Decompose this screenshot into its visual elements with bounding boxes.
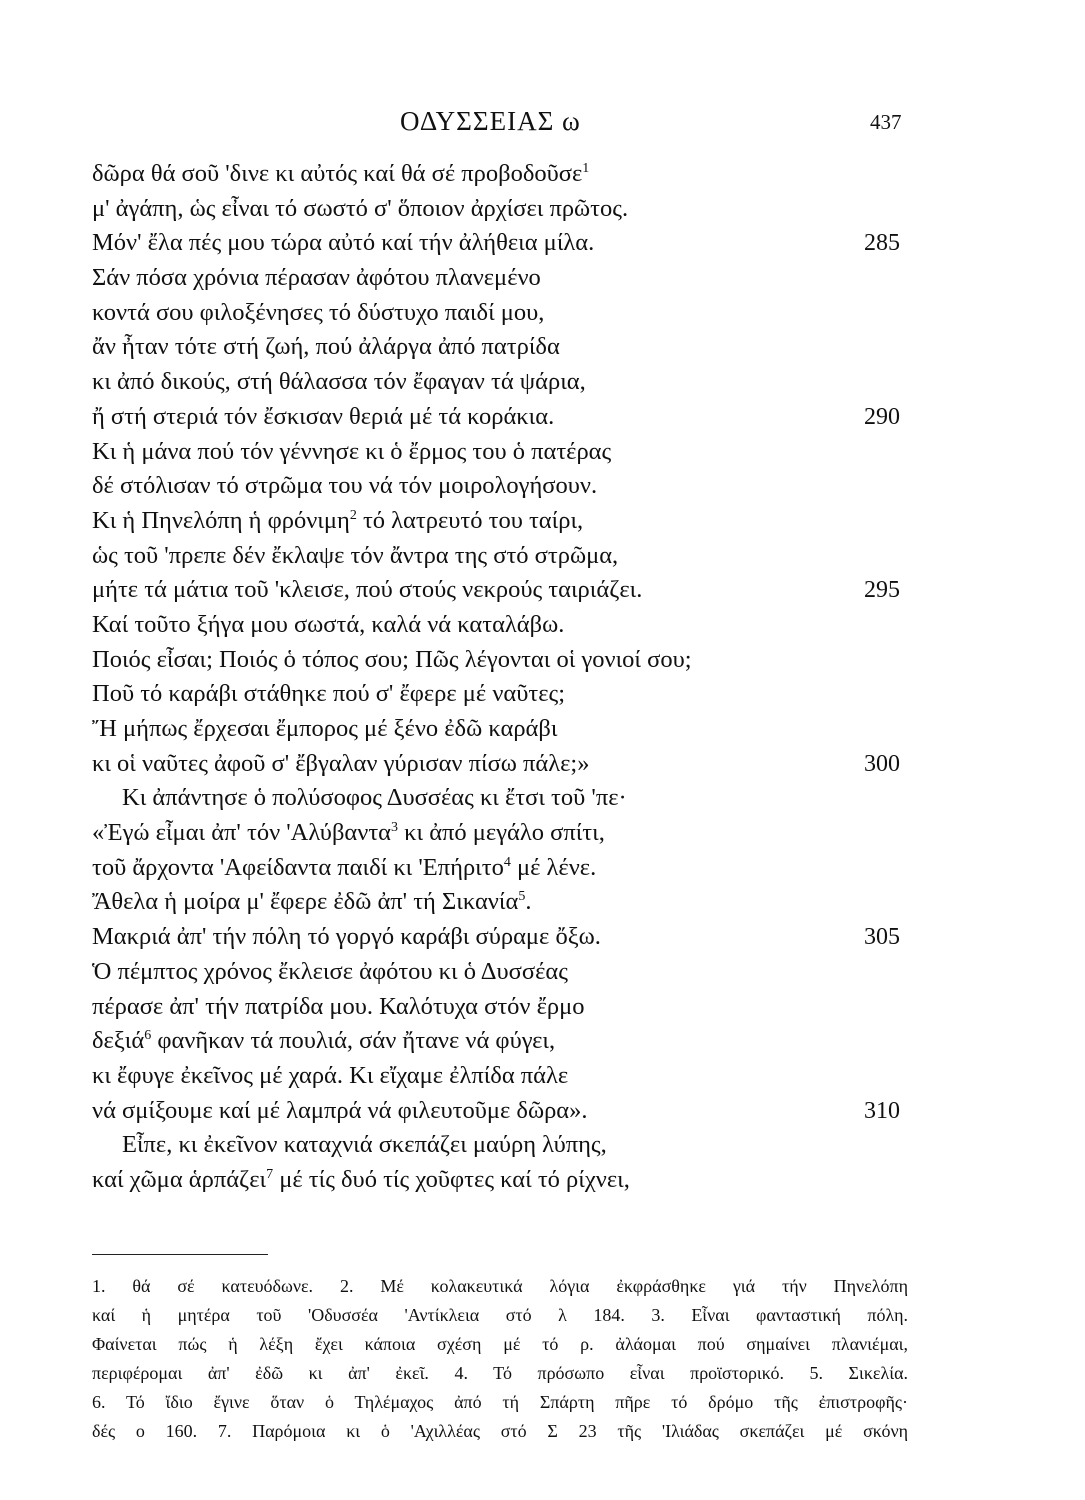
verse-line <box>92 1094 912 1129</box>
verse-text-part: Σάν πόσα χρόνια πέρασαν ἀφότου πλανεμένο <box>92 264 541 292</box>
footnote-marker: 6 <box>144 1028 152 1044</box>
footnote-line: 1. θά σέ κατευόδωνε. 2. Μέ κολακευτικά λόγια ἐκφράσθηκε γιά τήν Πηνελόπη <box>92 1276 908 1296</box>
verse-text-part: Ὁ πέμπτος χρόνος ἔκλεισε ἀφότου κι ὁ Δυσσέας <box>92 957 568 985</box>
verse-text-part: . <box>525 888 532 916</box>
verse-line <box>92 712 912 747</box>
line-number: 300 <box>864 750 900 777</box>
verse-text <box>92 192 628 227</box>
verse-text <box>92 643 692 678</box>
verse-line <box>92 1163 912 1198</box>
verse-text <box>92 1094 588 1129</box>
verse-text-part: ἄν ἦταν τότε στή ζωή, πού ἀλάργα ἀπό πατρίδα <box>92 333 560 361</box>
verse-text-part: Καί τοῦτο ξήγα μου σωστά, καλά νά καταλάβω. <box>92 610 565 638</box>
verse-text-part: νά σμίξουμε καί μέ λαμπρά νά φιλευτοῦμε δῶρα». <box>92 1096 588 1124</box>
verse-text <box>92 504 583 539</box>
verse-text-part: «Ἐγώ εἶμαι ἀπ' τόν 'Αλύβαντα <box>92 819 392 847</box>
verse-text-part: Κι ἀπάντησε ὁ πολύσοφος Δυσσέας κι ἔτσι τοῦ 'πε· <box>122 784 627 812</box>
verse-line <box>92 885 912 920</box>
running-title: ΟΔΥΣΣΕΙΑΣ ω <box>400 106 581 136</box>
verse-text-part: τοῦ ἄρχοντα 'Αφείδαντα παιδί κι 'Επήριτο <box>92 853 504 881</box>
verse-line <box>92 677 912 712</box>
verse-line <box>92 261 912 296</box>
footnote-line: περιφέρομαι ἀπ' ἐδῶ κι ἀπ' ἐκεῖ. 4. Τό πρόσωπο εἶναι προϊστορικό. 5. Σικελία. <box>92 1363 908 1383</box>
verse-line <box>92 1059 912 1094</box>
verse-text <box>92 226 594 261</box>
verse-line <box>92 400 912 435</box>
verse-line <box>92 608 912 643</box>
verse-text-part: Ἄθελα ἡ μοίρα μ' ἔφερε ἐδῶ ἀπ' τή Σικανία <box>92 888 519 916</box>
verse-line <box>92 747 912 782</box>
verse-text-part: Μακριά ἀπ' τήν πόλη τό γοργό καράβι σύραμε ὄξω. <box>92 923 601 951</box>
verse-text-part: Εἶπε, κι ἐκεῖνον καταχνιά σκεπάζει μαύρη λύπης, <box>122 1131 607 1159</box>
verse-line <box>92 1024 912 1059</box>
verse-block <box>92 157 912 1198</box>
verse-line <box>92 920 912 955</box>
verse-line <box>92 469 912 504</box>
verse-line <box>92 955 912 990</box>
verse-text <box>92 330 560 365</box>
verse-text-part: πέρασε ἀπ' τήν πατρίδα μου. Καλότυχα στόν ἔρμο <box>92 992 585 1020</box>
verse-text <box>92 539 618 574</box>
footnote-marker: 2 <box>349 507 357 523</box>
verse-text-part: τό λατρευτό του ταίρι, <box>356 506 584 534</box>
verse-text <box>92 261 541 296</box>
verse-text <box>92 157 589 192</box>
verse-text <box>92 885 531 920</box>
footnotes <box>92 1272 908 1446</box>
verse-text-part: Κι ἡ μάνα πού τόν γέννησε κι ὁ ἔρμος του ὁ πατέρας <box>92 437 612 465</box>
verse-text-part: κι ἀπό δικούς, στή θάλασσα τόν ἔφαγαν τά ψάρια, <box>92 368 586 396</box>
verse-text-part: μέ τίς δυό τίς χοῦφτες καί τό ρίχνει, <box>273 1165 630 1193</box>
verse-text <box>92 573 642 608</box>
footnote-marker: 4 <box>503 854 511 870</box>
verse-text <box>92 296 544 331</box>
verse-line <box>92 504 912 539</box>
verse-text-part: Ποῦ τό καράβι στάθηκε πού σ' ἔφερε μέ ναῦτες; <box>92 680 566 708</box>
verse-text-part: κι ἔφυγε ἐκεῖνος μέ χαρά. Κι εἴχαμε ἐλπίδα πάλε <box>92 1061 569 1089</box>
verse-text <box>92 955 568 990</box>
verse-line <box>92 990 912 1025</box>
verse-line <box>92 192 912 227</box>
verse-text-part: καί χῶμα ἁρπάζει <box>92 1165 267 1193</box>
verse-text-part: δῶρα θά σοῦ 'δινε κι αὐτός καί θά σέ προβοδοῦσε <box>92 160 583 187</box>
verse-text <box>92 1059 568 1094</box>
footnote-marker: 3 <box>391 820 399 836</box>
line-number: 285 <box>864 230 900 257</box>
footnote-line: Φαίνεται πώς ἡ λέξη ἔχει κάποια σχέση μέ τό ρ. ἀλάομαι πού σημαίνει πλανιέμαι, <box>92 1334 908 1354</box>
verse-line <box>92 781 912 816</box>
verse-text <box>92 608 564 643</box>
verse-text-part: Ἤ μήπως ἔρχεσαι ἔμπορος μέ ξένο ἐδῶ καράβι <box>92 715 558 742</box>
verse-text-part: ἤ στή στεριά τόν ἔσκισαν θεριά μέ τά κοράκια. <box>92 402 555 430</box>
verse-text <box>92 816 605 851</box>
verse-text <box>92 851 596 886</box>
verse-line <box>92 296 912 331</box>
verse-text <box>92 781 627 816</box>
verse-text-part: μ' ἀγάπη, ὡς εἶναι τό σωστό σ' ὅποιον ἀρχίσει πρῶτος. <box>92 194 629 222</box>
footnote-line: καί ἡ μητέρα τοῦ 'Οδυσσέα 'Αντίκλεια στό λ 184. 3. Εἶναι φανταστική πόλη. <box>92 1305 908 1325</box>
line-number: 295 <box>864 577 900 604</box>
running-head <box>0 106 1085 146</box>
verse-line <box>92 539 912 574</box>
footnote-marker: 7 <box>266 1166 274 1182</box>
verse-line <box>92 157 912 192</box>
verse-text-part: μέ λένε. <box>510 853 597 881</box>
verse-text <box>92 435 611 470</box>
verse-line <box>92 851 912 886</box>
line-number: 290 <box>864 403 900 430</box>
verse-text <box>92 400 554 435</box>
verse-text <box>92 469 597 504</box>
verse-text-part: Κι ἡ Πηνελόπη ἡ φρόνιμη <box>92 506 350 534</box>
page-number: 437 <box>870 110 902 134</box>
verse-text-part: ὡς τοῦ 'πρεπε δέν ἔκλαψε τόν ἄντρα της στό στρῶμα, <box>92 541 619 569</box>
verse-line <box>92 226 912 261</box>
verse-line <box>92 643 912 678</box>
footnote-line: 6. Τό ἴδιο ἔγινε ὅταν ὁ Τηλέμαχος ἀπό τή Σπάρτη πῆρε τό δρόμο τῆς ἐπιστροφῆς· <box>92 1392 908 1412</box>
verse-text-part: Μόν' ἔλα πές μου τώρα αὐτό καί τήν ἀλήθεια μίλα. <box>92 229 595 257</box>
verse-line <box>92 816 912 851</box>
verse-text <box>92 712 557 747</box>
verse-text-part: κι οἱ ναῦτες ἀφοῦ σ' ἔβγαλαν γύρισαν πίσω πάλε;» <box>92 749 590 777</box>
footnote-line: δές ο 160. 7. Παρόμοια κι ὁ 'Αχιλλέας στό Σ 23 τῆς 'Ιλιάδας σκεπάζει μέ σκόνη <box>92 1421 908 1441</box>
footnote-marker: 1 <box>582 161 590 176</box>
verse-text <box>92 365 586 400</box>
verse-text <box>92 1163 630 1198</box>
verse-text-part: κι ἀπό μεγάλο σπίτι, <box>398 819 605 847</box>
verse-text-part: φανῆκαν τά πουλιά, σάν ἤτανε νά φύγει, <box>151 1027 556 1055</box>
verse-text <box>92 1024 555 1059</box>
verse-line <box>92 435 912 470</box>
verse-text-part: Ποιός εἶσαι; Ποιός ὁ τόπος σου; Πῶς λέγονται οἱ γονιοί σου; <box>92 645 692 673</box>
verse-text <box>92 920 601 955</box>
verse-text-part: μήτε τά μάτια τοῦ 'κλεισε, πού στούς νεκρούς ταιριάζει. <box>92 576 643 604</box>
verse-text <box>92 747 589 782</box>
verse-text <box>92 677 565 712</box>
verse-line <box>92 365 912 400</box>
verse-line <box>92 573 912 608</box>
verse-line <box>92 1128 912 1163</box>
verse-text <box>92 1128 607 1163</box>
verse-text-part: δέ στόλισαν τό στρῶμα του νά τόν μοιρολογήσουν. <box>92 472 598 500</box>
verse-text-part: δεξιά <box>92 1027 145 1055</box>
footnote-marker: 5 <box>518 889 526 905</box>
verse-text-part: κοντά σου φιλοξένησες τό δύστυχο παιδί μου, <box>92 298 545 326</box>
verse-line <box>92 330 912 365</box>
line-number: 310 <box>864 1097 900 1124</box>
footnote-separator <box>92 1254 268 1255</box>
verse-text <box>92 990 585 1025</box>
line-number: 305 <box>864 924 900 951</box>
